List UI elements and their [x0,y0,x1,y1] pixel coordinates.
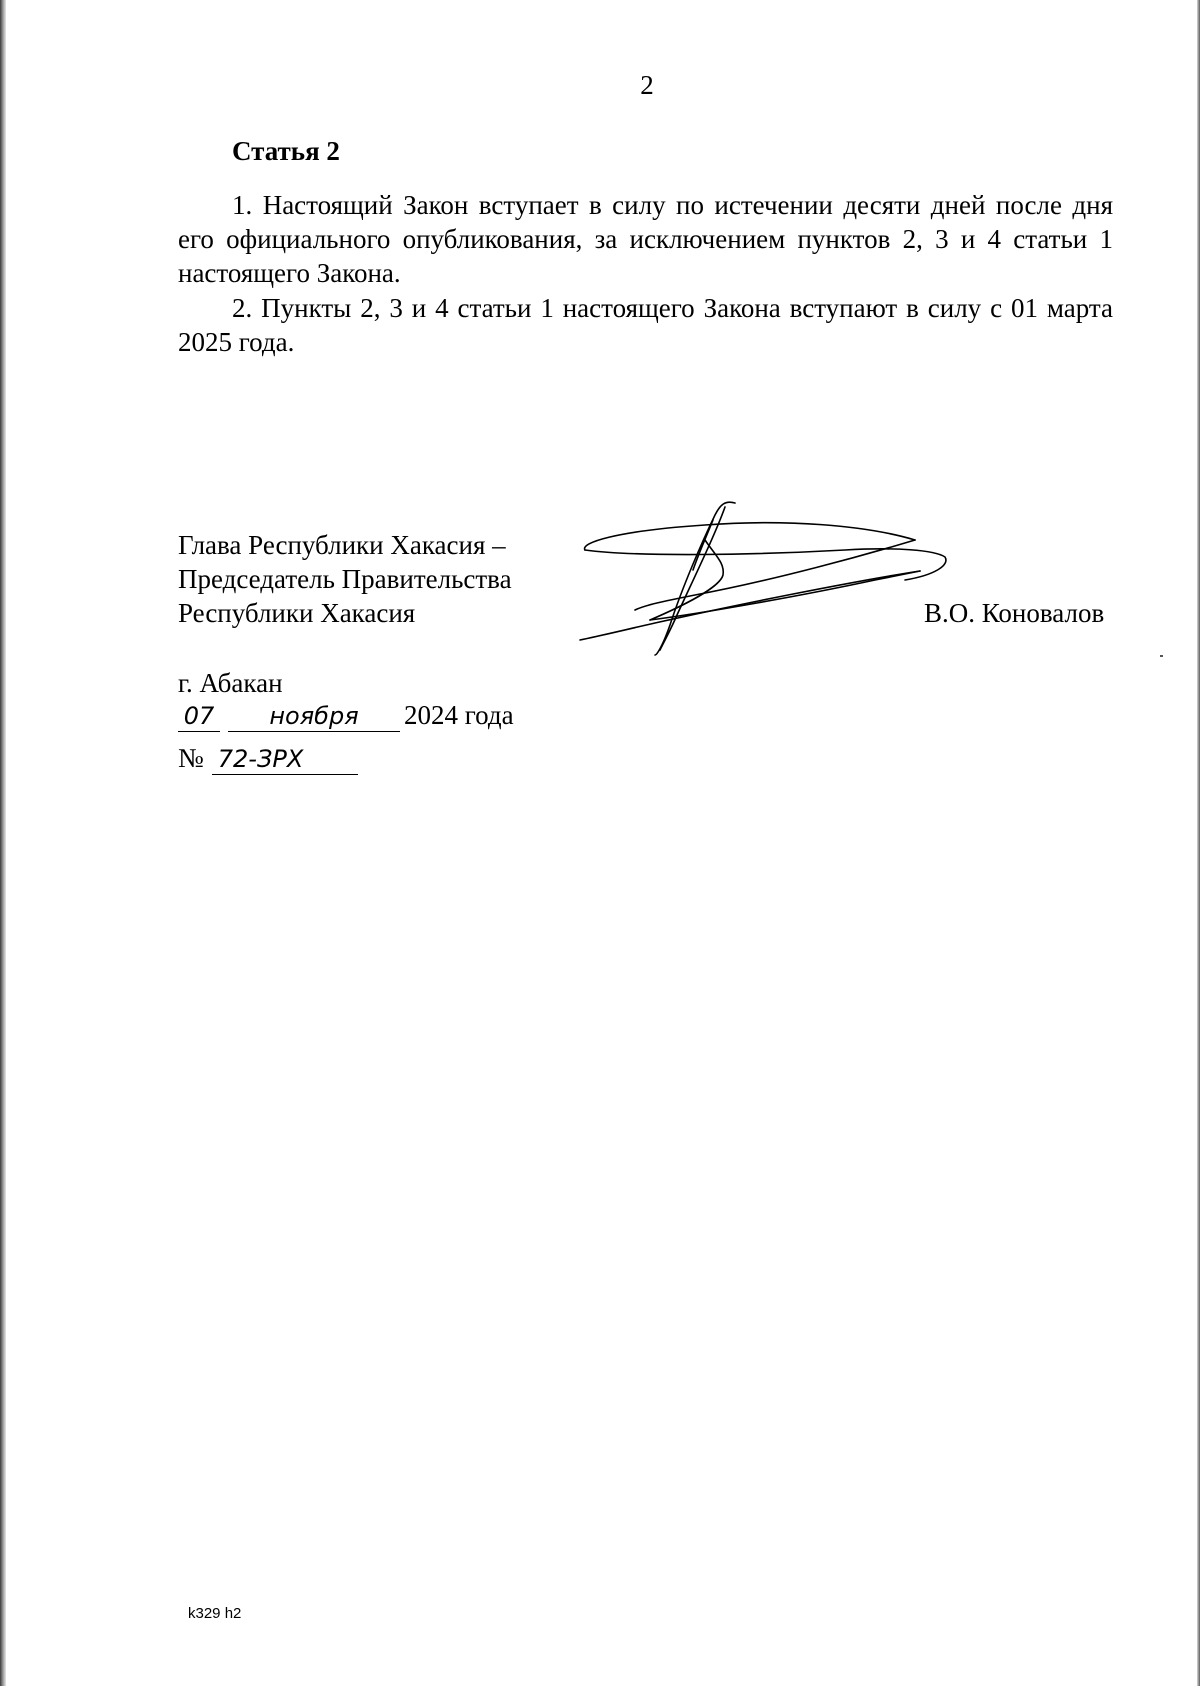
handwritten-signature [575,495,955,680]
article-paragraph-2: 2. Пункты 2, 3 и 4 статьи 1 настоящего Закона вступают в силу с 01 марта 2025 года. [178,293,1113,357]
signer-position-line-3: Республики Хакасия [178,598,416,628]
number-sign: № [178,743,204,773]
city: г. Абакан [178,668,283,698]
document-code: k329 h2 [188,1605,242,1622]
scan-speck [1160,655,1163,657]
handwritten-month: ноября [228,701,400,732]
signer-position-line-2: Председатель Правительства [178,564,512,594]
year-text: 2024 года [404,700,514,730]
handwritten-law-number: 72-ЗРХ [212,744,358,775]
date-line [178,698,514,732]
signer-name: В.О. Коновалов [924,598,1105,628]
signer-position-line-1: Глава Республики Хакасия – [178,530,506,560]
page-number: 2 [640,70,654,100]
article-paragraph-1: 1. Настоящий Закон вступает в силу по истечении десяти дней после дня его официального опубликования, за исключением пунктов 2, 3 и 4 статьи 1 настоящего Закона. [178,190,1113,288]
handwritten-day: 07 [178,701,220,732]
scan-edge-left [0,0,6,1686]
law-number-line [178,741,358,775]
article-heading: Статья 2 [232,136,340,166]
